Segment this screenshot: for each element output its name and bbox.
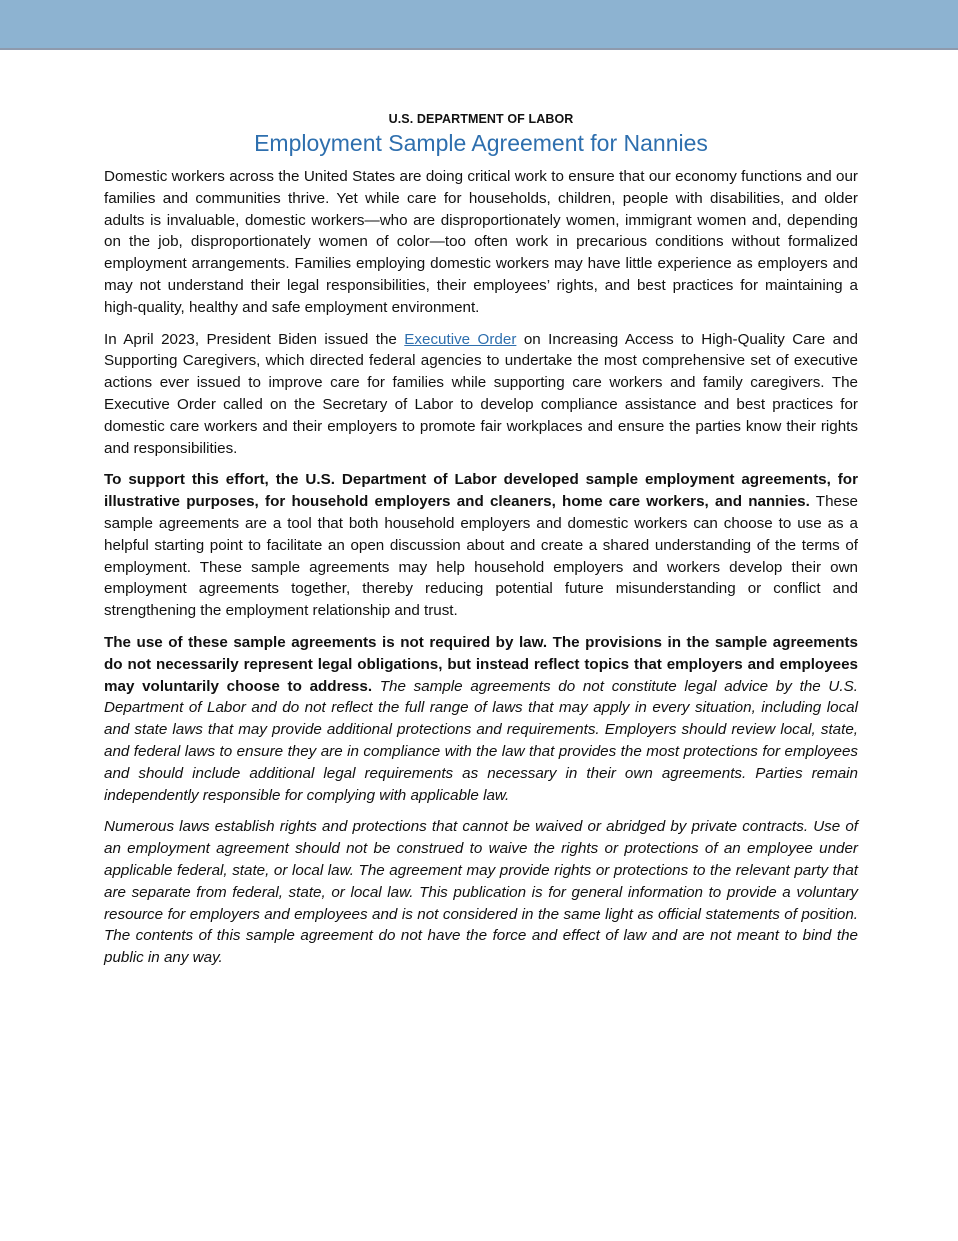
bold-statement: To support this effort, the U.S. Department of Labor developed sample employment agreements, for illustrative purposes, for household employers and cleaners, home care workers, and nannies. <box>104 471 858 511</box>
top-header-band <box>0 0 958 50</box>
document-title: Employment Sample Agreement for Nannies <box>254 130 708 156</box>
paragraph-intro: Domestic workers across the United States are doing critical work to ensure that our economy functions and our families and communities thrive. Yet while care for households, children, people with disabilities, and older adults is invaluable, domestic workers—who are disproportionately women, immigrant women and, depending on the job, disproportionately women of color—too often work in precarious conditions without formalized employment arrangements. Families employing domestic workers may have little experience as employers and may not understand their legal responsibilities, their employees’ rights, and best practices for maintaining a high-quality, healthy and safe employment environment. <box>104 168 858 316</box>
paragraph-not-required <box>104 632 858 806</box>
paragraph-sample-agreements <box>104 469 858 622</box>
paragraph-executive-order <box>104 329 858 460</box>
document-page <box>104 110 858 979</box>
paragraph-text: In April 2023, President Biden issued the <box>104 330 405 348</box>
bold-statement: The use of these sample agreements is not required by law. The provisions in the sample agreements do not necessarily represent legal obligations, but instead reflect topics that employers and employees may voluntarily choose to address. <box>104 633 858 695</box>
paragraph-legal-disclaimer: Numerous laws establish rights and protections that cannot be waived or abridged by private contracts. Use of an employment agreement should not be construed to waive the rights or protections of an employee under applicable federal, state, or local law. The agreement may provide rights or protections to the relevant party that are separate from federal, state, or local law. This publication is for general information to provide a voluntary resource for employers and employees and is not considered in the same light as official statements of position. The contents of this sample agreement do not have the force and effect of law and are not meant to bind the public in any way. <box>104 818 858 967</box>
italic-disclaimer: The sample agreements do not constitute legal advice by the U.S. Department of Labor and do not reflect the full range of laws that may apply in every situation, including local and state laws that may provide additional protections and requirements. Employers should review local, state, and federal laws to ensure they are in compliance with the law that provides the most protections for employees and should include additional legal requirements as necessary in their own agreements. Parties remain independently responsible for complying with applicable law. <box>104 677 858 804</box>
executive-order-link[interactable]: Executive Order <box>404 330 517 348</box>
paragraph-text: These sample agreements are a tool that both household employers and domestic workers can choose to use as a helpful starting point to facilitate an open discussion about and create a shared understanding of the terms of employment. These sample agreements may help household employers and workers develop their own employment agreements together, thereby reducing potential future misunderstanding or conflict and strengthening the employment relationship and trust. <box>104 493 858 620</box>
paragraph-text: on Increasing Access to High-Quality Care and Supporting Caregivers, which directed federal agencies to undertake the most comprehensive set of executive actions ever issued to improve care for families while supporting care workers and family caregivers. The Executive Order called on the Secretary of Labor to develop compliance assistance and best practices for domestic care workers and their employers to promote fair workplaces and ensure the parties know their rights and responsibilities. <box>104 330 858 457</box>
department-heading: U.S. DEPARTMENT OF LABOR <box>388 112 574 126</box>
